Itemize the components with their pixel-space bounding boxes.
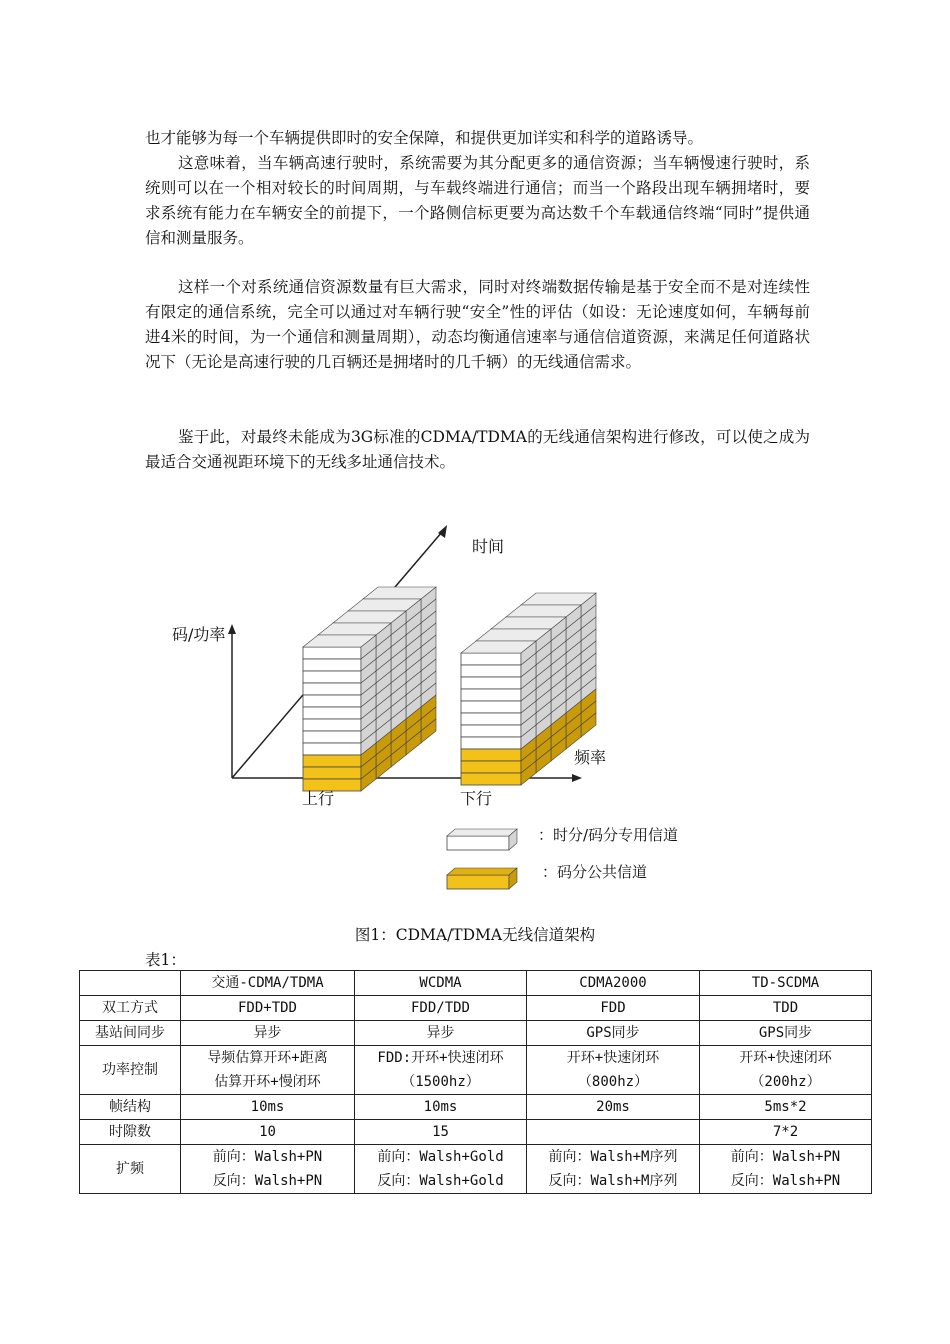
table-row <box>80 1021 872 1046</box>
cell-line: 扩频 <box>116 1161 144 1177</box>
cell-line: CDMA2000 <box>579 975 647 991</box>
cell-line: 前向：Walsh+PN <box>212 1149 323 1165</box>
common-channel-block <box>461 761 521 773</box>
table-cell <box>700 1145 872 1194</box>
legend-label-common: ：码分公共信道 <box>542 863 648 881</box>
cell-line: 反向：Walsh+M序列 <box>548 1173 678 1189</box>
table-cell <box>181 1095 355 1120</box>
cell-line: 反向：Walsh+PN <box>212 1173 323 1189</box>
table-cell <box>700 1095 872 1120</box>
cell-line: 15 <box>432 1124 449 1140</box>
table-row <box>80 1120 872 1145</box>
cell-line: 反向：Walsh+PN <box>730 1173 841 1189</box>
dedicated-channel-block <box>461 665 521 677</box>
table-cell <box>181 996 355 1021</box>
common-channel-block <box>303 755 361 767</box>
cell-line: FDD:开环+快速闭环 <box>377 1050 504 1066</box>
table-cell <box>527 996 700 1021</box>
table-cell <box>181 1046 355 1095</box>
cell-line: 帧结构 <box>109 1099 151 1115</box>
label-uplink: 上行 <box>302 789 335 808</box>
cell-line: （1500hz） <box>401 1074 480 1090</box>
table-row <box>80 1095 872 1120</box>
dedicated-channel-block <box>303 719 361 731</box>
arrowhead-vertical <box>228 624 236 634</box>
cell-line: 导频估算开环+距离 <box>207 1050 328 1066</box>
dedicated-channel-block <box>303 671 361 683</box>
table-cell <box>355 1046 527 1095</box>
cell-line: WCDMA <box>419 975 462 991</box>
dedicated-channel-block <box>303 647 361 659</box>
channel-architecture-figure <box>150 520 710 900</box>
cell-line: TD-SCDMA <box>751 975 820 991</box>
cell-line: （200hz） <box>750 1074 821 1090</box>
paragraph-4: 鉴于此，对最终未能成为3G标准的CDMA/TDMA的无线通信架构进行修改，可以使之成为最适合交通视距环境下的无线多址通信技术。 <box>145 428 810 471</box>
header-cell <box>700 971 872 996</box>
cell-line: 双工方式 <box>102 1000 158 1016</box>
header-cell <box>527 971 700 996</box>
cell-line: FDD/TDD <box>410 1000 470 1016</box>
figure-caption: 图1：CDMA/TDMA无线信道架构 <box>354 926 596 944</box>
arrowhead-horizontal <box>572 774 582 782</box>
table-cell <box>181 1021 355 1046</box>
legend-swatch-dedicated-top <box>447 829 517 836</box>
comparison-table <box>79 970 872 1194</box>
cell-line: FDD+TDD <box>237 1000 297 1016</box>
header-cell <box>355 971 527 996</box>
cell-line: 基站间同步 <box>95 1025 165 1041</box>
cell-line: 20ms <box>596 1099 630 1115</box>
dedicated-channel-block <box>303 743 361 755</box>
cell-line: 7*2 <box>772 1124 799 1140</box>
table-cell <box>355 996 527 1021</box>
dedicated-channel-block <box>303 731 361 743</box>
legend-swatch-common <box>447 875 509 889</box>
axis-label-time: 时间 <box>472 537 505 556</box>
label-downlink: 下行 <box>460 789 493 808</box>
table-row <box>80 1145 872 1194</box>
cell-line: TDD <box>772 1000 799 1016</box>
table-row <box>80 996 872 1021</box>
dedicated-channel-block <box>461 737 521 749</box>
cell-line: 时隙数 <box>109 1124 151 1140</box>
table-cell <box>527 1120 700 1145</box>
row-label-cell <box>80 996 181 1021</box>
cell-line: 反向：Walsh+Gold <box>377 1173 504 1189</box>
table-cell <box>355 1120 527 1145</box>
dedicated-channel-block <box>461 689 521 701</box>
cell-line: （800hz） <box>577 1074 649 1090</box>
paragraph-3: 这样一个对系统通信资源数量有巨大需求，同时对终端数据传输是基于安全而不是对连续性有限定的通信系统，完全可以通过对车辆行驶“安全”性的评估（如设：无论速度如何，车辆每前进4米的时间，为一个通信和测量周期），动态均衡通信速率与通信信道资源，来满足任何道路状况下（无论是高速行驶的几百辆还是拥堵时的几千辆）的无线通信需求。 <box>145 278 810 371</box>
cell-line: 10ms <box>250 1099 285 1115</box>
table-label: 表1： <box>145 951 186 969</box>
header-cell <box>181 971 355 996</box>
paragraph-1: 也才能够为每一个车辆提供即时的安全保障，和提供更加详实和科学的道路诱导。 <box>145 129 704 147</box>
dedicated-channel-block <box>303 695 361 707</box>
cell-line: 估算开环+慢闭环 <box>214 1074 321 1090</box>
cell-line: 开环+快速闭环 <box>566 1050 660 1066</box>
table-cell <box>527 1021 700 1046</box>
cell-line: 交通-CDMA/TDMA <box>211 975 324 991</box>
legend-swatch-dedicated <box>447 836 509 850</box>
cell-line: 前向：Walsh+Gold <box>377 1149 504 1165</box>
table-cell <box>700 996 872 1021</box>
table-cell <box>355 1021 527 1046</box>
table-header-row <box>80 971 872 996</box>
dedicated-channel-block <box>461 725 521 737</box>
table-cell <box>527 1145 700 1194</box>
cell-line: 10ms <box>423 1099 458 1115</box>
cell-line: 异步 <box>253 1025 282 1041</box>
legend-label-dedicated: ：时分/码分专用信道 <box>538 826 679 844</box>
table-cell <box>355 1145 527 1194</box>
row-label-cell <box>80 1145 181 1194</box>
cell-line: GPS同步 <box>758 1025 813 1041</box>
row-label-cell <box>80 1046 181 1095</box>
dedicated-channel-block <box>461 701 521 713</box>
table-cell <box>700 1046 872 1095</box>
dedicated-channel-block <box>303 659 361 671</box>
table-cell <box>527 1095 700 1120</box>
cell-line: 10 <box>259 1124 276 1140</box>
cell-line: FDD <box>600 1000 626 1016</box>
legend-swatch-common-top <box>447 868 517 875</box>
table-cell <box>181 1120 355 1145</box>
row-label-cell <box>80 1120 181 1145</box>
dedicated-channel-block <box>303 707 361 719</box>
cell-line: 开环+快速闭环 <box>739 1050 832 1066</box>
cell-line: 异步 <box>426 1025 455 1041</box>
dedicated-channel-block <box>461 713 521 725</box>
dedicated-channel-block <box>303 683 361 695</box>
cell-line: GPS同步 <box>586 1025 640 1041</box>
dedicated-channel-block <box>461 653 521 665</box>
table-cell <box>181 1145 355 1194</box>
cell-line: 前向：Walsh+M序列 <box>548 1149 678 1165</box>
dedicated-channel-block <box>461 677 521 689</box>
axis-label-code-power: 码/功率 <box>172 625 226 644</box>
common-channel-block <box>461 749 521 761</box>
table-cell <box>527 1046 700 1095</box>
paragraph-2: 这意味着，当车辆高速行驶时，系统需要为其分配更多的通信资源；当车辆慢速行驶时，系统则可以在一个相对较长的时间周期，与车载终端进行通信；而当一个路段出现车辆拥堵时，要求系统有能力在车辆安全的前提下，一个路侧信标更要为高达数千个车载通信终端“同时”提供通信和测量服务。 <box>145 154 810 247</box>
header-cell <box>80 971 181 996</box>
cell-line: 功率控制 <box>102 1062 158 1078</box>
cell-line: 前向：Walsh+PN <box>730 1149 841 1165</box>
table-row <box>80 1046 872 1095</box>
common-channel-block <box>303 767 361 779</box>
table-cell <box>700 1120 872 1145</box>
table-cell <box>355 1095 527 1120</box>
common-channel-block <box>461 773 521 785</box>
row-label-cell <box>80 1095 181 1120</box>
axis-label-frequency: 频率 <box>574 748 607 767</box>
table-cell <box>700 1021 872 1046</box>
row-label-cell <box>80 1021 181 1046</box>
cell-line: 5ms*2 <box>764 1099 807 1115</box>
